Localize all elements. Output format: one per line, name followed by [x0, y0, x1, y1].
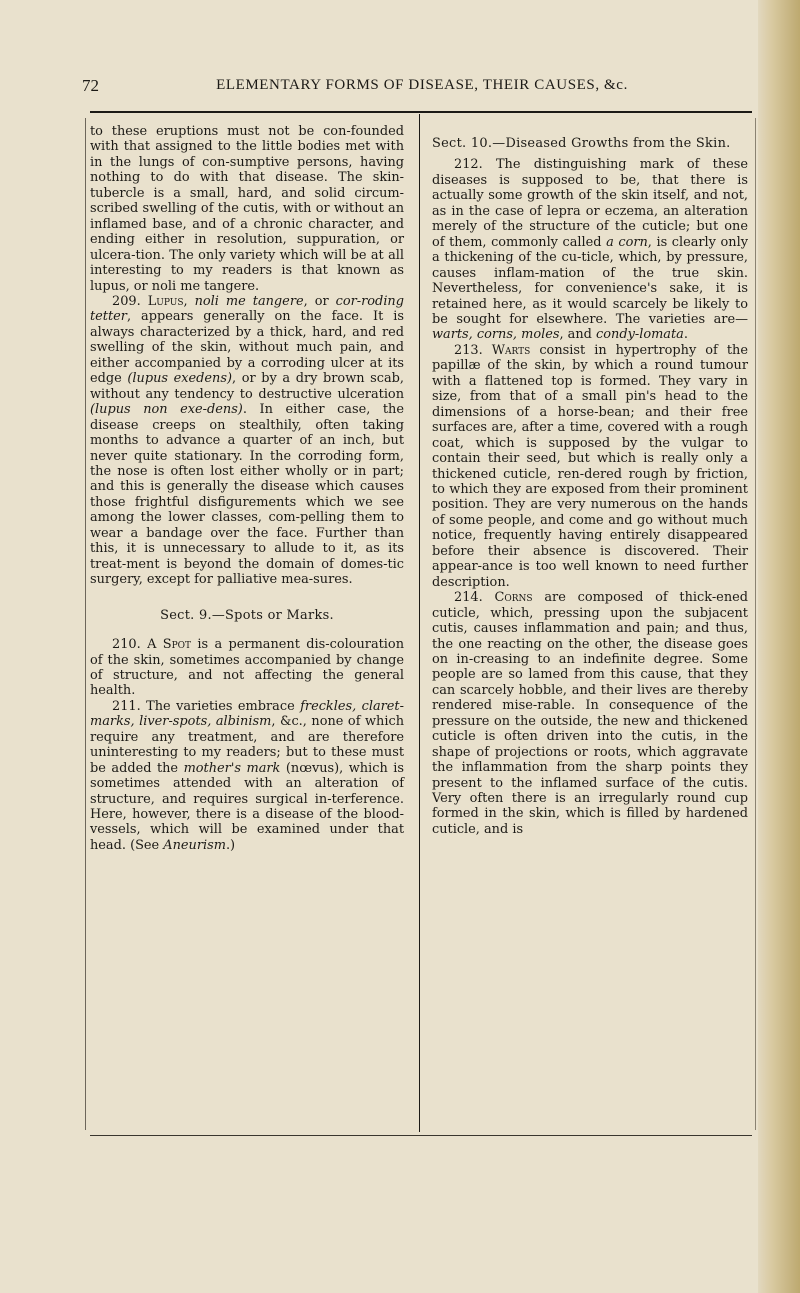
term-corns: Corns — [494, 590, 533, 606]
term-spot: A Spot — [147, 637, 192, 653]
connective-text: , and — [559, 327, 597, 343]
right-border-line — [755, 118, 756, 1130]
scan-edge-shadow — [758, 0, 800, 1293]
section-heading-9: Sect. 9.—Spots or Marks. — [160, 607, 334, 623]
left-border-line — [85, 118, 86, 1130]
page-number: 72 — [82, 76, 99, 95]
paragraph-text: are composed of thick-ened cuticle, which, pressing upon the subjacent cutis, causes inflammation and pain; and thus, the one reacting on the other, the disease goes on in-creasing to an indefinite degree. Some people are so lamed from this cause, that they can scarcely hobble, and their lives are thereby rendered mise-rable. In consequence of the pressure on the outside, the new and thickened cuticle is often driven into the cutis, in the shape of projections or roots, which aggravate the inflammation from the sharp points they present to the inflamed surface of the cutis. Very often there is an irregularly round cup formed in the skin, which is filled by hardened cuticle, and is — [432, 590, 748, 837]
book-page — [82, 74, 762, 1194]
bottom-rule — [90, 1135, 752, 1136]
paragraph-text: The varieties embrace — [146, 698, 301, 714]
cross-reference-aneurism: Aneurism — [163, 837, 226, 853]
term-condylomata: condy-lomata — [596, 327, 684, 343]
latin-lupus-non-exedens: (lupus non exe-dens) — [90, 402, 243, 418]
paragraph-text: , appears generally on the face. It is always characterized by a thick, hard, and red swelling of the skin, without much pain, and either accompanied by a corroding ulcer at its edge — [90, 309, 404, 387]
term-mothers-mark: mother's mark — [183, 760, 281, 776]
term-varieties: warts, corns, moles — [432, 327, 560, 343]
term-varieties: freckles, claret-marks, liver-spots, albinism — [90, 698, 404, 730]
latin-noli-me-tangere: noli me tangere — [194, 293, 304, 309]
paragraph-tubercle-cont: to these eruptions must not be con-founded with that assigned to the little bodies met with in the lungs of con-sumptive persons, having nothing to do with that disease. The skin-tubercle is a small, hard, and solid circum-scribed swelling of the cutis, with or without an inflamed base, and of a chronic character, and ending either in resolution, suppuration, or ulcera-tion. The only variety which will be at all interesting to my readers is that known as lupus, or noli me tangere. — [90, 124, 404, 294]
term-a-corn: a corn — [606, 234, 648, 250]
paragraph-213 — [432, 343, 748, 590]
paragraph-number: 212. — [454, 157, 483, 173]
paragraph-text: consist in hypertrophy of the papillæ of the skin, by which a round tumour with a flattened top is formed. They vary in size, from that of a small pin's head to the dimensions of a horse-bean; and their free surfaces are, after a time, covered with a rough coat, which is supposed by the vulgar to contain their seed, but which is really only a thickened cuticle, ren-dered rough by friction, to which they are exposed from their prominent position. They are very numerous on the hands of some people, and come and go without much notice, frequently having entirely disappeared before their absence is discovered. Their appear-ance is too well known to need further description. — [432, 342, 748, 590]
paragraph-text: , &c., none of which require any treatment, and are therefore uninteresting to my readers; but to these must be added the — [90, 714, 404, 776]
paragraph-text: . — [683, 327, 688, 343]
section-heading-10: Sect. 10.—Diseased Growths from the Skin. — [432, 136, 731, 151]
latin-lupus-exedens: (lupus exedens) — [127, 371, 232, 387]
term-corroding-tetter: cor-roding tetter — [90, 293, 404, 325]
paragraph-210 — [90, 637, 404, 699]
left-column — [90, 124, 404, 853]
paragraph-212 — [432, 157, 748, 342]
header-rule — [90, 111, 752, 113]
paragraph-209: 209. Lupus, noli me tangere, or cor-roding tetter, appears generally on the face. It is always characterized by a thick, hard, and red swelling of the skin, without much pain, and either accompanied by a corroding ulcer at its edge (lupus exedens), or by a dry brown scab, without any tendency to destructive ulceration (lupus non exe-dens). In either case, the disease creeps on stealthily, often taking months to advance a quarter of an inch, but never quite stationary. In the corroding form, the nose is often lost either wholly or in part; and this is generally the disease which causes those frightful disfigurements which we see among the lower classes, com-pelling them to wear a bandage over the face. Further than this, it is unnecessary to allude to it, as its treat-ment is beyond the domain of domes-tic surgery, except for palliative mea-sures. — [90, 293, 405, 588]
running-title: ELEMENTARY FORMS OF DISEASE, THEIR CAUSES, &c. — [216, 77, 628, 93]
column-divider — [419, 114, 420, 1132]
paragraph-text: is a permanent dis-colouration of the skin, sometimes accompanied by change of structure, and not affecting the general health. — [90, 637, 404, 699]
paragraph-text: The distinguishing mark of these diseases is supposed to be, that there is actually some growth of the skin itself, and not, as in the case of lepra or eczema, an alteration merely of the structure of the cuticle; but one of them, commonly called — [432, 157, 748, 250]
paragraph-number: 209. — [112, 293, 141, 309]
paragraph-211 — [90, 699, 404, 854]
paragraph-number: 213. — [454, 342, 483, 358]
term-warts: Warts — [491, 342, 531, 358]
term-lupus: Lupus — [147, 293, 184, 309]
connective-text: , or — [303, 293, 336, 309]
paragraph-text: .) — [225, 837, 236, 853]
paragraph-number: 211. — [112, 698, 141, 714]
paragraph-text: , or by a dry brown scab, without any tendency to destructive ulceration — [90, 371, 405, 402]
right-column — [432, 124, 748, 837]
paragraph-text: , is clearly only a thickening of the cu-ticle, which, by pressure, causes inflam-mation of the true skin. Nevertheless, for convenience's sake, it is retained here, as it would scarcely be likely to be sought for elsewhere. The varieties are— — [432, 234, 748, 327]
running-head — [82, 74, 762, 102]
paragraph-number: 214. — [454, 590, 483, 606]
paragraph-number: 210. — [112, 637, 141, 653]
paragraph-text: . In either case, the disease creeps on stealthily, often taking months to advance a quarter of an inch, but never quite stationary. In the corroding form, the nose is often lost either wholly or in part; and this is generally the disease which causes those frightful disfigurements which we see among the lower classes, com-pelling them to wear a bandage over the face. Further than this, it is unnecessary to allude to it, as its treat-ment is beyond the domain of domes-tic surgery, except for palliative mea-sures. — [90, 402, 404, 588]
paragraph-214 — [432, 590, 748, 837]
paragraph-text: (nœvus), which is sometimes attended with an alteration of structure, and requires surgical in-terference. Here, however, there is a disease of the blood-vessels, which will be examined under that head. (See — [90, 760, 404, 853]
